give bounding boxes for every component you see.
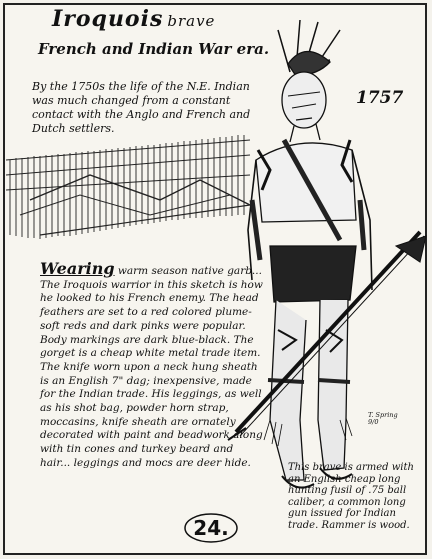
- wearing-body: warm season native garb... The Iroquois warrior in this sketch is how he looked to his French enemy. The head feathers are set to a red colored plume- soft reds and dark pinks were popular. Body markings are dark blue-black. The gorget is a cheap white metal trade item. The knife worn upon a neck hung sheath is an English 7" dag; inexpensive, made for the Indian trade. His leggings, as well as his shot bag, powder horn strap, moccasins, knife sheath are ornately decorated with paint and beadwork along with tin cones and turkey beard and hair... leggings and mocs are deer hide.: [40, 265, 263, 469]
- title-suffix: brave: [167, 12, 216, 30]
- intro-paragraph: By the 1750s the life of the N.E. Indian was much changed from a constant contact with the Anglo and French and Dutch settlers.: [32, 80, 251, 135]
- page-title: [52, 6, 215, 32]
- palisade-drawing: [6, 135, 250, 239]
- page-subtitle: French and Indian War era.: [38, 40, 270, 58]
- artist-signature: T. Spring 9/0: [368, 411, 398, 426]
- wearing-heading: Wearing: [40, 259, 115, 278]
- wearing-paragraph: [40, 259, 266, 471]
- page-number: 24.: [193, 516, 229, 540]
- year-label: 1757: [356, 88, 404, 108]
- title-text: Iroquois: [52, 6, 164, 32]
- page-number-badge: [182, 512, 240, 544]
- weapon-caption: This brave is armed with an English cheap long hunting fusil of .75 ball caliber, a common long gun issued for Indian trade. Rammer is wood.: [288, 462, 414, 531]
